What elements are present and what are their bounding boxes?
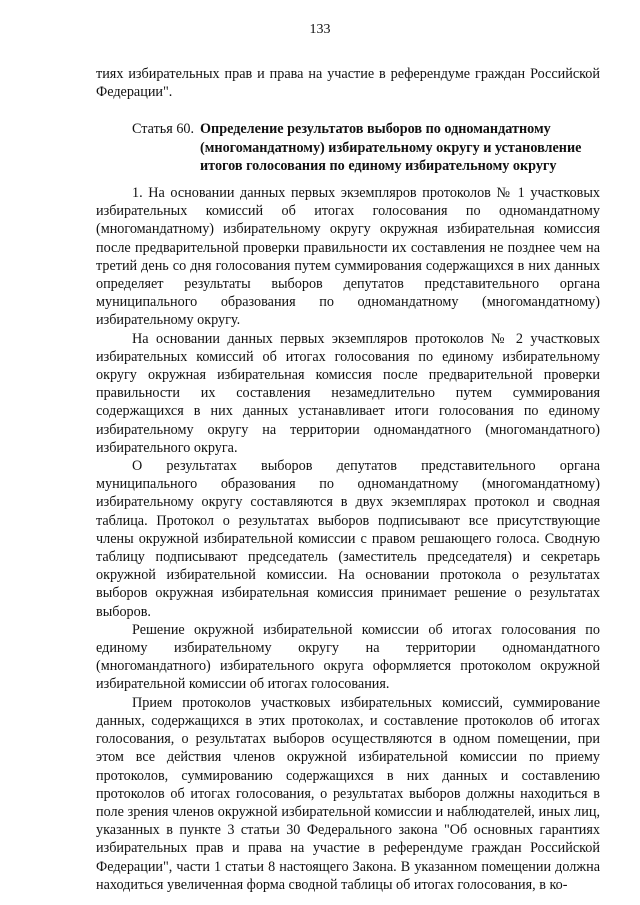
continuation-text: тиях избирательных прав и права на участие в референдуме граждан Российской Федерации". xyxy=(96,66,600,101)
article-body xyxy=(96,184,600,894)
page-number: 133 xyxy=(309,22,331,37)
paragraph-4: Решение окружной избирательной комиссии об итогах голосования по единому избирательному округу на территории одномандатного (многомандатного) избирательного округа оформляется протоколом окружной избирательной комиссии об итогах голосования. xyxy=(96,621,600,693)
paragraph-1: 1. На основании данных первых экземпляров протоколов № 1 участковых избирательных комиссий об итогах голосования по одномандатному (многомандатному) избирательному округу окружная избирательная комиссия после предварительной проверки правильности их составления не позднее чем на третий день со дня голосования путем суммирования содержащихся в них данных определяет результаты выборов депутатов представительного органа муниципального образования по одномандатному (многомандатному) избирательному округу. xyxy=(96,185,600,329)
article-heading xyxy=(96,120,600,176)
paragraph-2: На основании данных первых экземпляров протоколов № 2 участковых избирательных комиссий об итогах голосования по единому избирательному округу окружная избирательная комиссия после предварительной проверки правильности их составления незамедлительно путем суммирования содержащихся в них данных устанавливает итоги голосования по единому избирательному округу на территории одномандатного (многомандатного) избирательного округа. xyxy=(96,330,600,456)
article-number: Статья 60. xyxy=(132,121,195,137)
article-title: Определение результатов выборов по одномандатному (многомандатному) избирательному округу и установление итогов голосования по единому избирательному округу xyxy=(200,121,582,174)
paragraph-3: О результатах выборов депутатов представительного органа муниципального образования по одномандатному (многомандатному) избирательному округу составляются в двух экземплярах протокол и сводная таблица. Протокол о результатах выборов подписывают все присутствующие члены окружной избирательной комиссии с правом решающего голоса. Сводную таблицу подписывают председатель (заместитель председателя) и секретарь окружной избирательной комиссии. На основании протокола о результатах выборов окружная избирательная комиссия принимает решение о результатах выборов. xyxy=(96,458,600,620)
paragraph-5: Прием протоколов участковых избирательных комиссий, суммирование данных, содержащихся в этих протоколах, и составление протоколов об итогах голосования, о результатах выборов осуществляются в одном помещении, при этом все действия членов окружной избирательной комиссии по приему протоколов, суммированию содержащихся в них данных и составлению протоколов об итогах голосования, о результатах выборов должны находиться в поле зрения членов окружной избирательной комиссии и наблюдателей, иных лиц, указанных в пункте 3 статьи 30 Федерального закона "Об основных гарантиях избирательных прав и права на участие в референдуме граждан Российской Федерации", части 1 статьи 8 настоящего Закона. В указанном помещении должна находиться увеличенная форма сводной таблицы об итогах голосования, в ко- xyxy=(96,694,600,893)
